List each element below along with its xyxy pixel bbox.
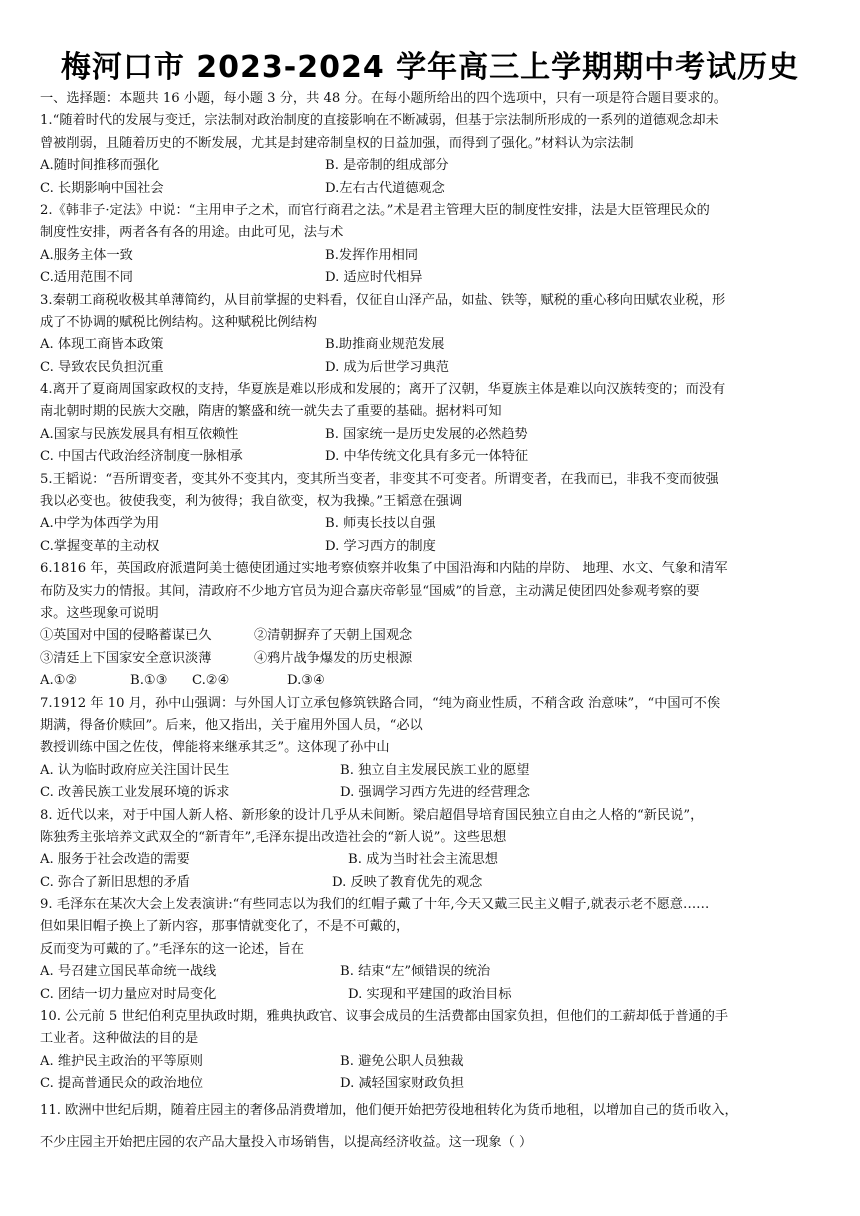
question-stem: 11. 欧洲中世纪后期，随着庄园主的奢侈品消费增加，他们便开始把劳役地租转化为货币地租，以增加自己的货币收入， bbox=[40, 1102, 738, 1118]
question-stem: 陈独秀主张培养文武双全的“新青年”,毛泽东提出改造社会的“新人说”。这些思想 bbox=[40, 829, 507, 845]
question-stem: 期满，得备价赎回”。后来，他又指出，关于雇用外国人员，“必以 bbox=[40, 717, 423, 733]
question-5 bbox=[40, 469, 825, 559]
question-7 bbox=[40, 693, 825, 805]
option-b: B. 避免公职人员独裁 bbox=[340, 1053, 464, 1069]
section-instructions: 一、选择题：本题共 16 小题，每小题 3 分，共 48 分。在每小题所给出的四个选项中，只有一项是符合题目要求的。 bbox=[40, 91, 727, 106]
option-row bbox=[40, 267, 825, 289]
question-stem: 曾被削弱，且随着历史的不断发展，尤其是封建帝制皇权的日益加强，而得到了强化。”材料认为宗法制 bbox=[40, 135, 634, 151]
option-row bbox=[40, 446, 825, 468]
option-row bbox=[40, 760, 825, 782]
question-stem: 5.王韬说：“吾所谓变者，变其外不变其内，变其所当变者，非变其不可变者。所谓变者，在我而已，非我不变而彼强 bbox=[40, 471, 719, 487]
option-c: C. 弥合了新旧思想的矛盾 bbox=[40, 874, 190, 890]
statement-row bbox=[40, 625, 825, 647]
option-row bbox=[40, 872, 825, 894]
question-stem: 教授训练中国之佐伎，俾能将来继承其乏”。这体现了孙中山 bbox=[40, 740, 390, 756]
statement-1: ①英国对中国的侵略蓄谋已久 bbox=[40, 628, 212, 644]
question-10 bbox=[40, 1006, 825, 1096]
question-9 bbox=[40, 894, 825, 1006]
option-b: B.助推商业规范发展 bbox=[325, 337, 445, 353]
option-b: B. 是帝制的组成部分 bbox=[325, 158, 449, 174]
option-row bbox=[40, 1073, 825, 1095]
option-b: B. 成为当时社会主流思想 bbox=[348, 852, 498, 868]
option-a: A.国家与民族发展具有相互依赖性 bbox=[40, 426, 239, 442]
question-stem: 2.《韩非子·定法》中说：“主用申子之术，而官行商君之法。”术是君主管理大臣的制度性安排，法是大臣管理民众的 bbox=[40, 202, 710, 218]
option-d: D. 反映了教育优先的观念 bbox=[332, 874, 483, 890]
option-c: C. 改善民族工业发展环境的诉求 bbox=[40, 785, 230, 801]
statement-2: ②清朝摒弃了天朝上国观念 bbox=[254, 628, 413, 644]
option-row bbox=[40, 536, 825, 558]
page-title: 梅河口市 2023-2024 学年高三上学期期中考试历史 bbox=[60, 50, 800, 85]
question-stem: 成了不协调的赋税比例结构。这种赋税比例结构 bbox=[40, 314, 317, 330]
option-a: A.服务主体一致 bbox=[40, 247, 133, 263]
question-stem: 8. 近代以来，对于中国人新人格、新形象的设计几乎从未间断。梁启超倡导培育国民独立自由之人格的“新民说”， bbox=[40, 807, 704, 823]
option-b: B.①③ bbox=[130, 673, 168, 689]
option-c: C. 导致农民负担沉重 bbox=[40, 359, 164, 375]
option-d: D. 减轻国家财政负担 bbox=[340, 1076, 464, 1092]
option-b: B. 结束“左”倾错误的统治 bbox=[340, 964, 491, 980]
option-row bbox=[40, 513, 825, 535]
option-a: A. 服务于社会改造的需要 bbox=[40, 852, 190, 868]
option-c: C. 长期影响中国社会 bbox=[40, 180, 164, 196]
question-stem: 9. 毛泽东在某次大会上发表演讲:“有些同志以为我们的红帽子戴了十年,今天又戴三民主义帽子,就表示老不愿意…… bbox=[40, 897, 710, 913]
statement-3: ③清廷上下国家安全意识淡薄 bbox=[40, 650, 212, 666]
option-c: C. 中国古代政治经济制度一脉相承 bbox=[40, 449, 243, 465]
question-stem: 4.离开了夏商周国家政权的支持，华夏族是难以形成和发展的；离开了汉朝，华夏族主体是难以向汉族转变的；而没有 bbox=[40, 382, 726, 398]
question-6 bbox=[40, 558, 825, 692]
question-1 bbox=[40, 110, 825, 200]
option-d: D. 强调学习西方先进的经营理念 bbox=[340, 785, 530, 801]
option-d: D. 学习西方的制度 bbox=[325, 538, 436, 554]
option-a: A. 体现工商皆本政策 bbox=[40, 337, 164, 353]
option-row bbox=[40, 984, 825, 1006]
question-stem: 但如果旧帽子换上了新内容，那事情就变化了，不是不可戴的， bbox=[40, 919, 410, 935]
option-row bbox=[40, 849, 825, 871]
option-a: A.中学为体西学为用 bbox=[40, 516, 160, 532]
exam-content bbox=[40, 88, 825, 1154]
question-stem: 反而变为可戴的了。”毛泽东的这一论述，旨在 bbox=[40, 941, 304, 957]
question-8 bbox=[40, 805, 825, 895]
question-stem: 我以必变也。彼使我变，利为彼得；我自欲变，权为我操。”王韬意在强调 bbox=[40, 494, 463, 510]
question-stem: 10. 公元前 5 世纪伯利克里执政时期，雅典执政官、议事会成员的生活费都由国家负担，但他们的工薪却低于普通的手 bbox=[40, 1009, 729, 1025]
question-stem: 1.“随着时代的发展与变迁，宗法制对政治制度的直接影响在不断减弱，但基于宗法制所形成的一系列的道德观念却未 bbox=[40, 113, 719, 129]
option-row bbox=[40, 155, 825, 177]
option-d: D. 适应时代相异 bbox=[325, 270, 423, 286]
option-d: D. 中华传统文化具有多元一体特征 bbox=[325, 449, 529, 465]
option-c: C.适用范围不同 bbox=[40, 270, 133, 286]
question-stem: 6.1816 年，英国政府派遣阿美士德使团通过实地考察侦察并收集了中国沿海和内陆的岸防、 地理、水文、气象和清军 bbox=[40, 561, 728, 577]
option-d: D.③④ bbox=[287, 673, 325, 689]
question-stem: 求。这些现象可说明 bbox=[40, 605, 159, 621]
line-spacer bbox=[40, 1122, 825, 1132]
option-d: D. 成为后世学习典范 bbox=[325, 359, 449, 375]
option-a: A.①② bbox=[40, 673, 78, 689]
question-stem: 南北朝时期的民族大交融，隋唐的繁盛和统一就失去了重要的基础。据材料可知 bbox=[40, 404, 502, 420]
question-11 bbox=[40, 1100, 825, 1155]
option-b: B. 独立自主发展民族工业的愿望 bbox=[340, 762, 530, 778]
question-4 bbox=[40, 379, 825, 469]
option-d: D. 实现和平建国的政治目标 bbox=[348, 986, 512, 1002]
option-b: B.发挥作用相同 bbox=[325, 247, 419, 263]
option-c: C. 团结一切力量应对时局变化 bbox=[40, 986, 217, 1002]
option-row bbox=[40, 782, 825, 804]
question-stem: 工业者。这种做法的目的是 bbox=[40, 1031, 199, 1047]
option-a: A. 认为临时政府应关注国计民生 bbox=[40, 762, 230, 778]
question-stem: 3.秦朝工商税收极其单薄简约，从目前掌握的史料看，仅征自山泽产品，如盐、铁等，赋税的重心移向田赋农业税，形 bbox=[40, 292, 726, 308]
option-row bbox=[40, 961, 825, 983]
statement-4: ④鸦片战争爆发的历史根源 bbox=[254, 650, 413, 666]
option-row bbox=[40, 245, 825, 267]
option-b: B. 国家统一是历史发展的必然趋势 bbox=[325, 426, 528, 442]
question-stem: 不少庄园主开始把庄园的农产品大量投入市场销售，以提高经济收益。这一现象（ ） bbox=[40, 1134, 533, 1150]
question-2 bbox=[40, 200, 825, 290]
option-c: C.②④ bbox=[192, 673, 230, 689]
option-row bbox=[40, 424, 825, 446]
option-c: C.掌握变革的主动权 bbox=[40, 538, 160, 554]
option-a: A. 号召建立国民革命统一战线 bbox=[40, 964, 217, 980]
option-row bbox=[40, 334, 825, 356]
option-a: A.随时间推移而强化 bbox=[40, 158, 160, 174]
question-stem: 7.1912 年 10 月，孙中山强调：与外国人订立承包修筑铁路合同，“纯为商业性质，不稍含政 治意味”，“中国可不俟 bbox=[40, 695, 721, 711]
option-row bbox=[40, 178, 825, 200]
question-stem: 制度性安排，两者各有各的用途。由此可见，法与术 bbox=[40, 225, 344, 241]
question-stem: 布防及实力的情报。其间，清政府不少地方官员为迎合嘉庆帝彰显“国威”的旨意，主动满足使团四处参观考察的要 bbox=[40, 583, 700, 599]
option-a: A. 维护民主政治的平等原则 bbox=[40, 1053, 203, 1069]
statement-row bbox=[40, 648, 825, 670]
question-3 bbox=[40, 290, 825, 380]
option-c: C. 提高普通民众的政治地位 bbox=[40, 1076, 204, 1092]
option-d: D.左右古代道德观念 bbox=[325, 180, 445, 196]
option-row bbox=[40, 357, 825, 379]
option-row bbox=[40, 1051, 825, 1073]
option-b: B. 师夷长技以自强 bbox=[325, 516, 436, 532]
option-row bbox=[40, 670, 825, 692]
